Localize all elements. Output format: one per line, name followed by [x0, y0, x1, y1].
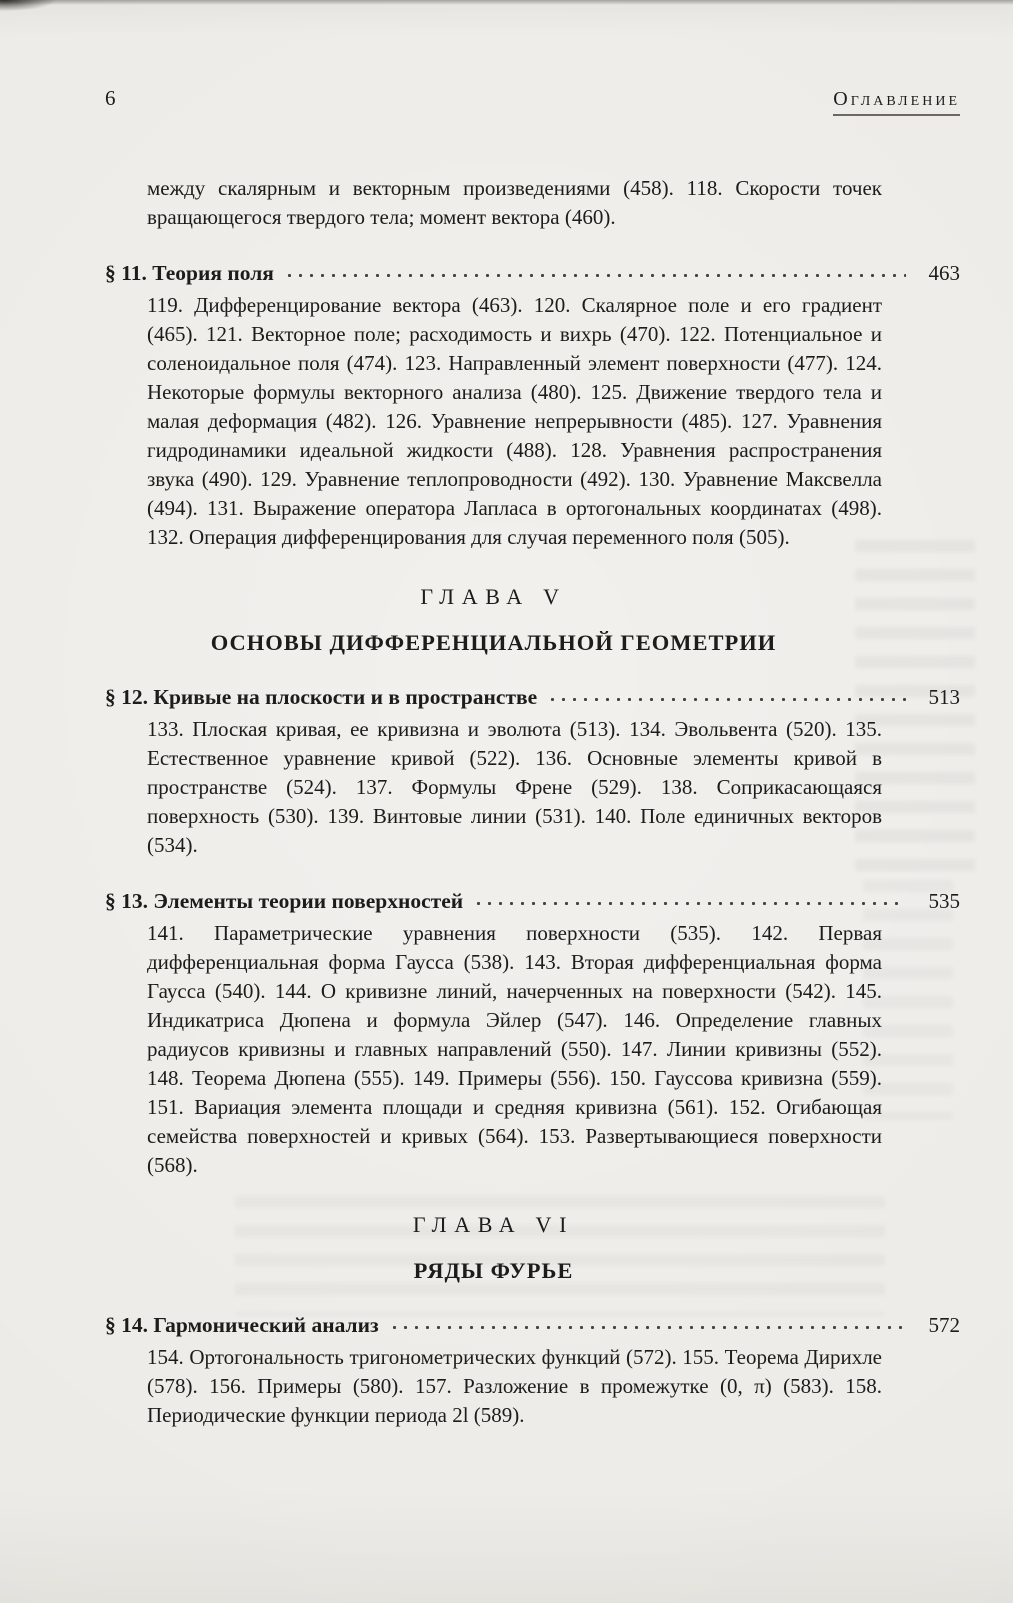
section-page-ref: 535: [928, 889, 960, 913]
chapter-heading-v: [105, 584, 882, 656]
chapter-label: ГЛАВА VI: [412, 1212, 575, 1237]
section-title: [105, 258, 274, 288]
scan-corner-artifact: [0, 0, 56, 11]
dot-leader: [547, 682, 906, 712]
section-heading: [105, 886, 960, 916]
chapter-title: ОСНОВЫ ДИФФЕРЕНЦИАЛЬНОЙ ГЕОМЕТРИИ: [210, 630, 777, 655]
chapter-title: РЯДЫ ФУРЬЕ: [413, 1258, 574, 1283]
toc-entry-section-14: [105, 1310, 960, 1430]
toc-entry-section-13: [105, 886, 960, 1180]
scan-edge-artifact: [0, 0, 1013, 5]
section-details: 141. Параметрические уравнения поверхности (535). 142. Первая дифференциальная форма Гаусса (538). 143. Вторая дифференциальная форма Гаусса (540). 144. О кривизне линий, начерченных на поверхности (542). 145. Индикатриса Дюпена и формула Эйлер (547). 146. Определение главных радиусов кривизны и главных направлений (550). 147. Линии кривизны (552). 148. Теорема Дюпена (555). 149. Примеры (556). 150. Гауссова кривизна (559). 151. Вариация элемента площади и средняя кривизна (561). 152. Огибающая семейства поверхностей и кривых (564). 153. Развертывающиеся поверхности (568).: [147, 921, 882, 1177]
section-title-text: Кривые на плоскости и в пространстве: [153, 685, 538, 709]
section-heading: [105, 1310, 960, 1340]
section-title: [105, 1310, 379, 1340]
section-page-ref: 463: [928, 261, 960, 285]
section-title-text: Элементы теории поверхностей: [153, 889, 464, 913]
section-title: [105, 682, 537, 712]
toc-continuation-paragraph: между скалярным и векторным произведениями (458). 118. Скорости точек вращающегося твердого тела; момент вектора (460).: [147, 176, 882, 229]
toc-entry-section-11: [105, 258, 960, 552]
section-details: 119. Дифференцирование вектора (463). 120. Скалярное поле и его градиент (465). 121. Векторное поле; расходимость и вихрь (470). 122. Потенциальное и соленоидальное поля (474). 123. Направленный элемент поверхности (477). 124. Некоторые формулы векторного анализа (480). 125. Движение твердого тела и малая деформация (482). 126. Уравнение непрерывности (485). 127. Уравнения гидродинамики идеальной жидкости (488). 128. Уравнения распространения звука (490). 129. Уравнение теплопроводности (492). 130. Уравнение Максвелла (494). 131. Выражение оператора Лапласа в ортогональных координатах (498). 132. Операция дифференцирования для случая переменного поля (505).: [147, 293, 882, 549]
dot-leader: [473, 886, 906, 916]
page-number: 6: [105, 86, 116, 110]
section-page-ref: 513: [928, 685, 960, 709]
section-title: [105, 886, 463, 916]
chapter-label: ГЛАВА V: [420, 584, 567, 609]
section-details: 133. Плоская кривая, ее кривизна и эволюта (513). 134. Эвольвента (520). 135. Естественное уравнение кривой (522). 136. Основные элементы кривой в пространстве (524). 137. Формулы Френе (529). 138. Соприкасающаяся поверхность (530). 139. Винтовые линии (531). 140. Поле единичных векторов (534).: [147, 717, 882, 857]
section-label: § 11.: [105, 261, 147, 285]
dot-leader: [284, 258, 906, 288]
dot-leader: [389, 1310, 906, 1340]
section-label: § 12.: [105, 685, 148, 709]
page-header: [105, 86, 960, 116]
section-label: § 14.: [105, 1313, 148, 1337]
section-title-text: Гармонический анализ: [153, 1313, 379, 1337]
toc-entry-section-12: [105, 682, 960, 860]
section-page-ref: 572: [928, 1313, 960, 1337]
chapter-heading-vi: [105, 1212, 882, 1284]
section-label: § 13.: [105, 889, 148, 913]
section-details: 154. Ортогональность тригонометрических функций (572). 155. Теорема Дирихле (578). 156. Примеры (580). 157. Разложение в промежутке (0, π) (583). 158. Периодические функции периода 2l (589).: [147, 1345, 882, 1427]
running-title: Оглавление: [833, 88, 960, 116]
table-of-contents: [105, 174, 960, 1430]
section-heading: [105, 258, 960, 288]
section-title-text: Теория поля: [152, 261, 274, 285]
section-heading: [105, 682, 960, 712]
